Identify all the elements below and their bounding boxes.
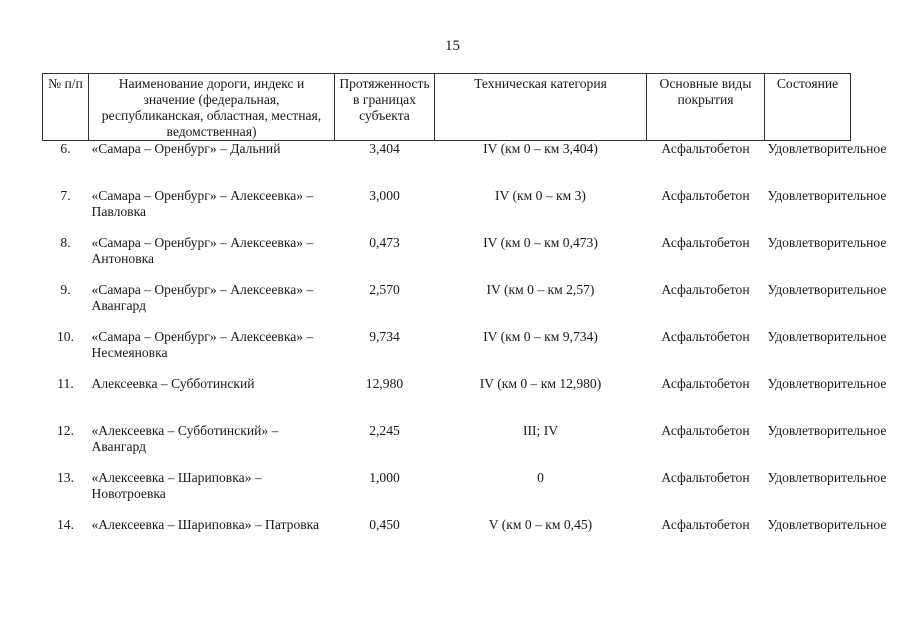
cell-state: Удовлетворительное	[767, 470, 887, 485]
cell-state: Удовлетворительное	[767, 188, 887, 203]
cell-category: IV (км 0 – км 3,404)	[483, 141, 598, 156]
cell-coverage: Асфальтобетон	[661, 141, 750, 156]
cell-length: 0,473	[369, 235, 400, 250]
table-row	[43, 188, 851, 235]
cell-length: 3,000	[369, 188, 400, 203]
cell-state: Удовлетворительное	[767, 141, 887, 156]
cell-num: 14.	[57, 517, 74, 532]
cell-coverage: Асфальтобетон	[661, 282, 750, 297]
cell-category: IV (км 0 – км 3)	[495, 188, 586, 203]
cell-category: IV (км 0 – км 12,980)	[479, 376, 602, 391]
cell-num: 6.	[60, 141, 71, 156]
cell-num: 9.	[60, 282, 71, 297]
table-row	[43, 282, 851, 329]
cell-name: Алексеевка – Субботинский	[91, 376, 255, 391]
cell-num: 10.	[57, 329, 74, 344]
header-row	[43, 74, 851, 141]
cell-coverage: Асфальтобетон	[661, 423, 750, 438]
header-length: Протяженность в границах субъекта	[335, 74, 435, 141]
cell-category: 0	[537, 470, 544, 485]
roads-table	[42, 73, 887, 564]
table-row	[43, 423, 851, 470]
cell-name: «Алексеевка – Шариповка» – Патровка	[91, 517, 320, 532]
cell-name: «Алексеевка – Субботинский» – Авангард	[91, 423, 279, 454]
cell-category: V (км 0 – км 0,45)	[488, 517, 593, 532]
cell-coverage: Асфальтобетон	[661, 188, 750, 203]
cell-name: «Самара – Оренбург» – Алексеевка» – Антоновка	[91, 235, 314, 266]
cell-coverage: Асфальтобетон	[661, 517, 750, 532]
cell-name: «Алексеевка – Шариповка» – Новотроевка	[91, 470, 262, 501]
cell-name: «Самара – Оренбург» – Алексеевка» – Несмеяновка	[91, 329, 314, 360]
table-row	[43, 141, 851, 189]
cell-length: 3,404	[369, 141, 400, 156]
cell-length: 0,450	[369, 517, 400, 532]
cell-state: Удовлетворительное	[767, 517, 887, 532]
cell-state: Удовлетворительное	[767, 376, 887, 391]
cell-category: IV (км 0 – км 9,734)	[483, 329, 598, 344]
cell-state: Удовлетворительное	[767, 235, 887, 250]
header-state: Состояние	[765, 74, 851, 141]
cell-category: III; IV	[522, 423, 559, 438]
cell-category: IV (км 0 – км 0,473)	[483, 235, 598, 250]
table-row	[43, 329, 851, 376]
table-row	[43, 517, 851, 564]
header-name: Наименование дороги, индекс и значение (федеральная, республиканская, областная, местная, ведомственная)	[89, 74, 335, 141]
table-row	[43, 470, 851, 517]
cell-state: Удовлетворительное	[767, 329, 887, 344]
cell-num: 13.	[57, 470, 74, 485]
cell-length: 2,570	[369, 282, 400, 297]
cell-name: «Самара – Оренбург» – Алексеевка» – Павловка	[91, 188, 314, 219]
cell-coverage: Асфальтобетон	[661, 376, 750, 391]
table-row	[43, 376, 851, 423]
cell-length: 9,734	[369, 329, 400, 344]
cell-name: «Самара – Оренбург» – Алексеевка» – Авангард	[91, 282, 314, 313]
table-body	[43, 141, 887, 565]
cell-length: 12,980	[365, 376, 404, 391]
cell-coverage: Асфальтобетон	[661, 329, 750, 344]
cell-num: 12.	[57, 423, 74, 438]
table-row	[43, 235, 851, 282]
cell-name: «Самара – Оренбург» – Дальний	[91, 141, 281, 156]
cell-length: 2,245	[369, 423, 400, 438]
cell-num: 8.	[60, 235, 71, 250]
header-num: № п/п	[43, 74, 89, 141]
cell-num: 7.	[60, 188, 71, 203]
header-category: Техническая категория	[435, 74, 647, 141]
header-coverage: Основные виды покрытия	[647, 74, 765, 141]
cell-length: 1,000	[369, 470, 400, 485]
cell-state: Удовлетворительное	[767, 423, 887, 438]
page-number: 15	[445, 38, 460, 54]
cell-coverage: Асфальтобетон	[661, 235, 750, 250]
cell-num: 11.	[57, 376, 74, 391]
table-header	[43, 74, 851, 141]
cell-coverage: Асфальтобетон	[661, 470, 750, 485]
cell-state: Удовлетворительное	[767, 282, 887, 297]
cell-category: IV (км 0 – км 2,57)	[486, 282, 595, 297]
